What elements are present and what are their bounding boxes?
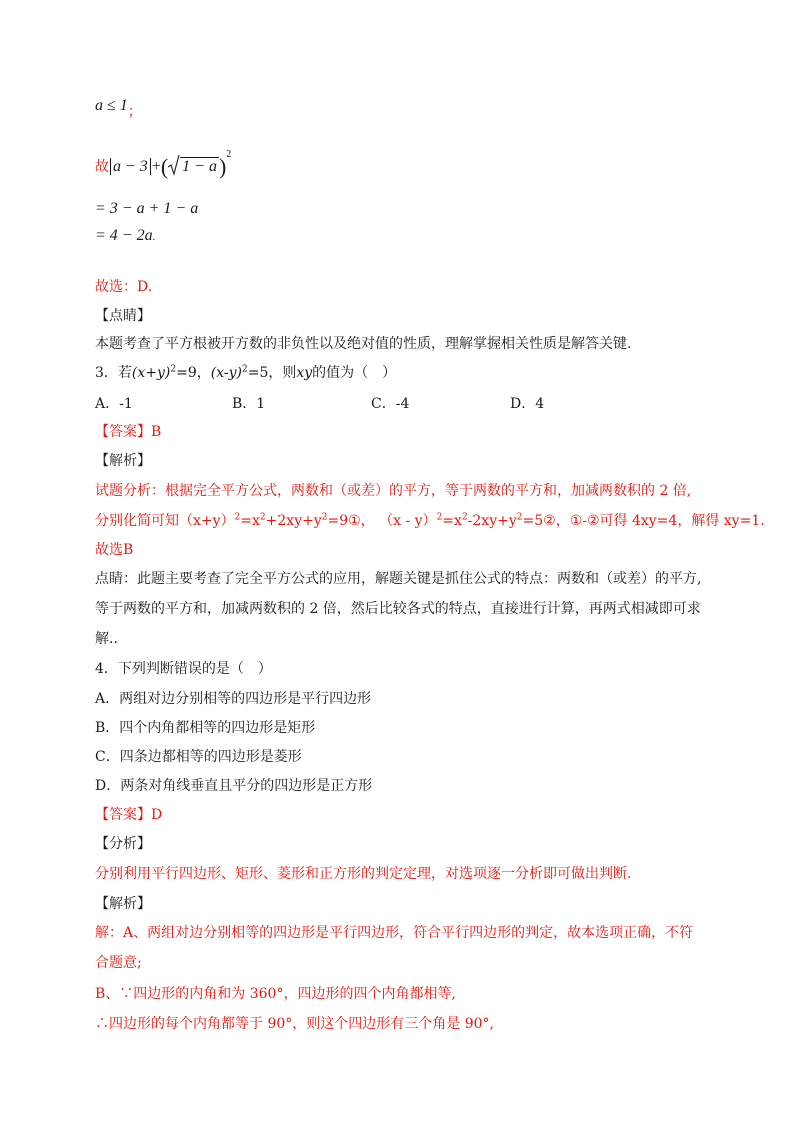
exponent: 2: [226, 149, 232, 160]
sqrt-radical-icon: [168, 154, 180, 176]
q4-answer: 【答案】D: [95, 807, 163, 823]
q4-fenxi-label: 【分析】: [95, 836, 151, 852]
q3-comment-line-1: 点睛：此题主要考查了完全平方公式的应用，解题关键是抓住公式的特点：两数和（或差）的平方,: [95, 571, 702, 587]
q3-answer: 【答案】B: [95, 424, 162, 440]
q3-stem: 3．若$(x+y)^2=9$，$(x-y)^2=5$，则xy的值为（ ）: [95, 364, 397, 381]
q3-choice: 故选B: [95, 542, 134, 558]
q4-jiexi-line-4: ∴四边形的每个内角都等于 90°，则这个四边形有三个角是 90°,: [95, 1016, 494, 1032]
q4-jiexi-line-2: 合题意;: [95, 955, 142, 971]
q3-option-b: B．1: [232, 396, 266, 412]
q3-analysis-line-2: 分别化简可知$(x+y)^2=x^2+2xy+y^2=9①$， $(x - y)^2=x^2-2xy+y^2=5②$，①-②可得 4xy=4，解得 xy=1.: [95, 512, 765, 529]
therefore-label: 故: [95, 159, 109, 175]
math-line-expand: = 3 − a + 1 − a: [95, 200, 199, 217]
sqrt-content: 1 − a: [182, 158, 217, 175]
q3-option-c: C．-4: [371, 396, 410, 412]
q4-jiexi-line-1: 解：A、两组对边分别相等的四边形是平行四边形，符合平行四边形的判定，故本选项正确，不符: [95, 925, 694, 941]
q4-option-b: B．四个内角都相等的四边形是矩形: [95, 720, 316, 736]
q4-jiexi-label: 【解析】: [95, 896, 151, 912]
plus-sign: +: [151, 158, 161, 175]
q3-comment-line-2: 等于两数的平方和，加减两数积的 2 倍，然后比较各式的特点，直接进行计算，再两式相减即可求: [95, 601, 701, 617]
q3-option-a: A．-1: [95, 396, 133, 412]
math-line-result: = 4 − 2a.: [95, 227, 156, 244]
math-line-a-le-1: [95, 96, 142, 122]
semicolon: ；: [127, 104, 142, 120]
result-expression: = 4 − 2a: [95, 227, 153, 244]
q2-choice: 故选：D.: [95, 279, 153, 295]
q3-comment-line-3: 解..: [95, 631, 118, 647]
q4-stem: 4．下列判断错误的是（ ）: [95, 661, 272, 677]
q3-option-d: D．4: [510, 396, 545, 412]
q4-fenxi: 分别利用平行四边形、矩形、菱形和正方形的判定定理，对选项逐一分析即可做出判断.: [95, 866, 632, 882]
q3-analysis-label: 【解析】: [95, 453, 151, 469]
q3-analysis-line-1: 试题分析：根据完全平方公式，两数和（或差）的平方，等于两数的平方和，加减两数积的 2 倍,: [95, 483, 692, 499]
q4-option-c: C．四条边都相等的四边形是菱形: [95, 749, 302, 765]
math-line-abs-plus-sqrt: 故 a − 3 +( 1 − a)$^2$: [95, 152, 231, 182]
inequality: a ≤ 1: [95, 97, 128, 114]
q4-jiexi-line-3: B、∵四边形的内角和为 360°，四边形的四个内角都相等,: [95, 986, 456, 1002]
q2-comment-label: 【点睛】: [95, 308, 151, 324]
sqrt-expression: [168, 152, 219, 182]
q4-option-a: A．两组对边分别相等的四边形是平行四边形: [95, 691, 372, 707]
q2-comment: 本题考查了平方根被开方数的非负性以及绝对值的性质，理解掌握相关性质是解答关键.: [95, 336, 632, 352]
absolute-value: a − 3: [110, 158, 151, 175]
q4-option-d: D．两条对角线垂直且平分的四边形是正方形: [95, 778, 373, 794]
